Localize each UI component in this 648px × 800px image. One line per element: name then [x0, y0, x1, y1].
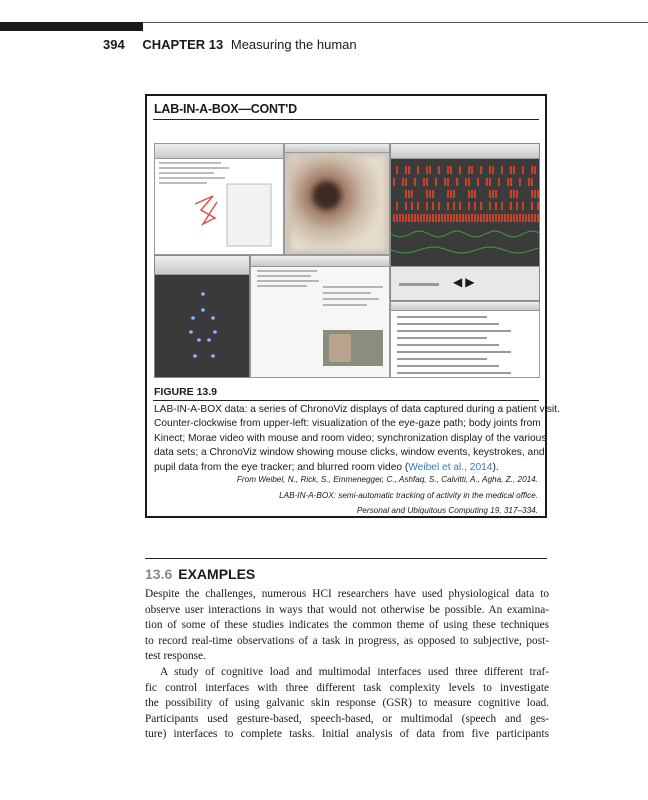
signal-event-mark: [396, 214, 398, 222]
chapter-label: CHAPTER 13: [142, 37, 224, 52]
signal-event-mark: [522, 214, 524, 222]
signal-event-mark: [516, 202, 518, 210]
signal-event-mark: [531, 178, 533, 186]
figure-screenshot: [154, 143, 540, 378]
signal-event-mark: [438, 166, 440, 174]
skeleton-view: [155, 274, 250, 378]
body-line: to record real-time observations of a task in progress, as opposed to subjective, post-: [145, 634, 549, 647]
credit-line: Personal and Ubiquitous Computing 19, 317–334.: [356, 506, 538, 515]
signal-event-mark: [405, 166, 407, 174]
room-video-window: [284, 143, 390, 255]
signal-event-mark: [393, 214, 395, 222]
signal-event-mark: [447, 178, 449, 186]
signal-event-mark: [426, 214, 428, 222]
signal-event-mark: [495, 190, 497, 198]
section-title: EXAMPLES: [178, 566, 256, 582]
signal-event-mark: [471, 190, 473, 198]
signal-event-mark: [507, 178, 509, 186]
gaze-path: [195, 196, 217, 224]
signal-event-mark: [531, 214, 533, 222]
signal-event-mark: [456, 178, 458, 186]
signal-event-mark: [492, 166, 494, 174]
signal-event-mark: [405, 202, 407, 210]
signal-event-mark: [501, 214, 503, 222]
section-heading: [145, 566, 255, 582]
signal-event-mark: [489, 202, 491, 210]
signal-event-mark: [474, 202, 476, 210]
skeleton-joint: [189, 330, 193, 334]
signal-event-mark: [444, 178, 446, 186]
signal-event-mark: [507, 214, 509, 222]
signal-event-mark: [450, 190, 452, 198]
signal-event-mark: [474, 190, 476, 198]
signal-event-mark: [426, 178, 428, 186]
signal-event-mark: [414, 178, 416, 186]
log-row: [397, 316, 487, 318]
signal-event-mark: [423, 214, 425, 222]
signal-event-mark: [510, 202, 512, 210]
figure-label: FIGURE 13.9: [154, 386, 218, 398]
signal-event-mark: [537, 202, 539, 210]
body-text: [145, 587, 549, 743]
skeleton-joint: [207, 338, 211, 342]
pupil-signal-line: [391, 231, 539, 237]
signal-event-mark: [408, 166, 410, 174]
body-line: A study of cognitive load and multimodal interfaces used three different traf-: [160, 665, 549, 678]
signal-event-mark: [468, 190, 470, 198]
body-line: Participants used gesture-based, speech-based, or multimodal (speech and ges-: [145, 712, 549, 725]
signal-event-mark: [417, 202, 419, 210]
log-row: [397, 365, 499, 367]
signal-event-mark: [432, 214, 434, 222]
signal-event-mark: [519, 214, 521, 222]
signal-event-mark: [468, 166, 470, 174]
figure-credit: [237, 472, 538, 519]
signal-event-mark: [489, 166, 491, 174]
event-log-rows: [391, 310, 540, 378]
signal-event-mark: [411, 214, 413, 222]
signal-event-mark: [429, 214, 431, 222]
kinect-window: [154, 255, 250, 378]
signal-event-mark: [468, 202, 470, 210]
signal-event-mark: [501, 166, 503, 174]
log-row: [397, 337, 487, 339]
signal-event-mark: [438, 214, 440, 222]
signal-event-mark: [534, 190, 536, 198]
signal-event-mark: [429, 190, 431, 198]
signal-event-mark: [459, 202, 461, 210]
caption-line: LAB-IN-A-BOX data: a series of ChronoViz displays of data captured during a patient visit.: [154, 404, 560, 415]
signal-event-mark: [510, 178, 512, 186]
signal-event-mark: [426, 202, 428, 210]
signal-event-mark: [510, 166, 512, 174]
signal-event-mark: [510, 190, 512, 198]
signal-event-mark: [450, 166, 452, 174]
skeleton-joint: [201, 292, 205, 296]
signal-event-mark: [453, 202, 455, 210]
log-row: [397, 358, 487, 360]
signal-event-mark: [423, 178, 425, 186]
skeleton-joint: [211, 354, 215, 358]
signal-event-mark: [489, 214, 491, 222]
chapter-title: Measuring the human: [230, 37, 357, 52]
log-row: [397, 330, 511, 332]
signal-event-mark: [447, 202, 449, 210]
header-rule: [143, 22, 648, 23]
eye-gaze-toolbar: [155, 144, 283, 159]
signal-event-mark: [402, 178, 404, 186]
signal-event-mark: [534, 214, 536, 222]
box-title: LAB-IN-A-BOX—CONT'D: [154, 102, 297, 116]
signal-event-mark: [462, 214, 464, 222]
signal-event-mark: [459, 166, 461, 174]
signal-event-mark: [417, 166, 419, 174]
signal-event-mark: [516, 190, 518, 198]
signal-event-mark: [471, 166, 473, 174]
signal-event-mark: [435, 214, 437, 222]
signal-event-mark: [396, 166, 398, 174]
signal-event-mark: [411, 190, 413, 198]
signal-event-mark: [513, 166, 515, 174]
skeleton-joint: [211, 316, 215, 320]
eye-gaze-window: [154, 143, 284, 255]
signal-event-mark: [450, 214, 452, 222]
signal-event-mark: [513, 190, 515, 198]
signal-event-mark: [510, 214, 512, 222]
signal-event-mark: [405, 190, 407, 198]
signal-event-mark: [519, 178, 521, 186]
log-row: [397, 323, 499, 325]
signal-event-mark: [402, 214, 404, 222]
signal-event-mark: [504, 214, 506, 222]
page-number: 394: [103, 37, 125, 52]
signal-event-mark: [408, 190, 410, 198]
header-bar: [0, 22, 143, 31]
signal-event-mark: [528, 214, 530, 222]
signal-event-mark: [447, 214, 449, 222]
signal-event-mark: [453, 214, 455, 222]
blurred-room-video: [291, 156, 385, 250]
signal-event-mark: [486, 214, 488, 222]
event-log-window: [390, 301, 540, 378]
signal-event-mark: [474, 214, 476, 222]
caption-line: pupil data from the eye tracker; and blurred room video (Weibel et al., 2014).: [154, 461, 499, 473]
log-row: [397, 351, 511, 353]
body-line: ture) interfaces to complete tasks. Initial analysis of data from five participants: [145, 728, 549, 741]
signal-event-mark: [528, 178, 530, 186]
signal-event-mark: [531, 166, 533, 174]
signal-event-mark: [453, 190, 455, 198]
signal-event-mark: [399, 214, 401, 222]
signal-event-mark: [477, 214, 479, 222]
body-line: tion of some of these studies indicates the common theme of using these techniques: [145, 619, 549, 632]
signal-event-mark: [456, 214, 458, 222]
skeleton-joint: [191, 316, 195, 320]
signal-event-mark: [477, 178, 479, 186]
caption-line: data sets; a ChronoViz window showing mouse clicks, window events, keystrokes, and: [154, 447, 545, 459]
signal-event-mark: [495, 202, 497, 210]
signal-event-mark: [426, 166, 428, 174]
signal-event-mark: [489, 178, 491, 186]
signal-event-mark: [429, 166, 431, 174]
signal-event-mark: [435, 178, 437, 186]
box-title-rule: [153, 119, 539, 120]
signal-event-mark: [441, 214, 443, 222]
signal-event-mark: [420, 214, 422, 222]
signal-event-mark: [531, 190, 533, 198]
signal-event-mark: [426, 190, 428, 198]
time-slider[interactable]: [399, 283, 439, 286]
lab-in-a-box-sidebar: [145, 94, 560, 518]
signal-event-mark: [483, 214, 485, 222]
section-number: 13.6: [145, 566, 173, 582]
signal-event-mark: [492, 214, 494, 222]
caption-line: Kinect; Morae video with mouse and room video; synchronization display of the various: [154, 432, 547, 444]
signal-event-mark: [489, 190, 491, 198]
caption-rule: [153, 400, 539, 401]
signal-event-mark: [396, 202, 398, 210]
signal-event-mark: [411, 202, 413, 210]
signal-event-mark: [522, 166, 524, 174]
signal-event-mark: [537, 214, 539, 222]
citation-link[interactable]: Weibel et al., 2014: [408, 461, 493, 473]
playback-controls: [391, 266, 539, 301]
signal-event-mark: [459, 214, 461, 222]
play-button[interactable]: ◀ ▶: [453, 275, 475, 289]
skeleton-joint: [201, 308, 205, 312]
body-line: observe user interactions in ways that would not otherwise be possible. An examina-: [145, 603, 549, 616]
skeleton-joint: [213, 330, 217, 334]
pupil-signal-line: [391, 247, 539, 253]
log-row: [397, 344, 499, 346]
skeleton-joint: [197, 338, 201, 342]
signal-event-mark: [405, 178, 407, 186]
morae-window: [250, 255, 390, 378]
section-rule: [145, 558, 547, 559]
signal-event-mark: [465, 214, 467, 222]
body-line: Despite the challenges, numerous HCI researchers have used physiological data to: [145, 588, 549, 600]
signal-event-mark: [492, 190, 494, 198]
body-line: test response.: [145, 650, 206, 663]
eye-gaze-content: [155, 144, 284, 255]
signal-event-mark: [438, 202, 440, 210]
caption-line: Counter-clockwise from upper-left: visualization of the eye-gaze path; body joints from: [154, 418, 541, 430]
signal-event-mark: [444, 214, 446, 222]
signal-event-mark: [471, 214, 473, 222]
credit-line: LAB-IN-A-BOX: semi-automatic tracking of activity in the medical office.: [279, 490, 538, 500]
figure-caption: [154, 403, 560, 475]
skeleton-joint: [193, 354, 197, 358]
signal-event-mark: [465, 178, 467, 186]
morae-content: [251, 256, 390, 378]
signal-event-mark: [537, 190, 539, 198]
signal-event-mark: [432, 190, 434, 198]
signal-event-mark: [414, 214, 416, 222]
signal-event-mark: [525, 214, 527, 222]
signal-event-mark: [447, 190, 449, 198]
credit-line: From Weibel, N., Rick, S., Emmenegger, C., Ashfaq, S., Calvitti, A., Agha, Z., 2014.: [236, 475, 538, 484]
signal-event-mark: [531, 202, 533, 210]
signal-event-mark: [480, 214, 482, 222]
signal-event-mark: [468, 178, 470, 186]
signal-event-mark: [495, 214, 497, 222]
signal-event-mark: [480, 202, 482, 210]
signal-event-mark: [468, 214, 470, 222]
signal-event-mark: [501, 202, 503, 210]
signal-event-mark: [498, 214, 500, 222]
signal-event-mark: [393, 178, 395, 186]
signal-event-mark: [516, 214, 518, 222]
signal-event-mark: [534, 166, 536, 174]
running-header: [103, 37, 357, 52]
signal-event-mark: [408, 214, 410, 222]
signal-event-mark: [498, 178, 500, 186]
chronoviz-window: [390, 143, 540, 301]
body-line: the possibility of using galvanic skin response (GSR) to measure cognitive load.: [145, 697, 549, 710]
body-line: fic control interfaces with three different task complexity levels to investigate: [145, 681, 549, 694]
signal-event-mark: [432, 202, 434, 210]
signal-event-mark: [417, 214, 419, 222]
signal-event-mark: [486, 178, 488, 186]
signal-event-mark: [447, 166, 449, 174]
signal-event-mark: [405, 214, 407, 222]
signal-event-mark: [480, 166, 482, 174]
log-row: [397, 372, 511, 374]
signal-event-mark: [522, 202, 524, 210]
signal-event-mark: [513, 214, 515, 222]
